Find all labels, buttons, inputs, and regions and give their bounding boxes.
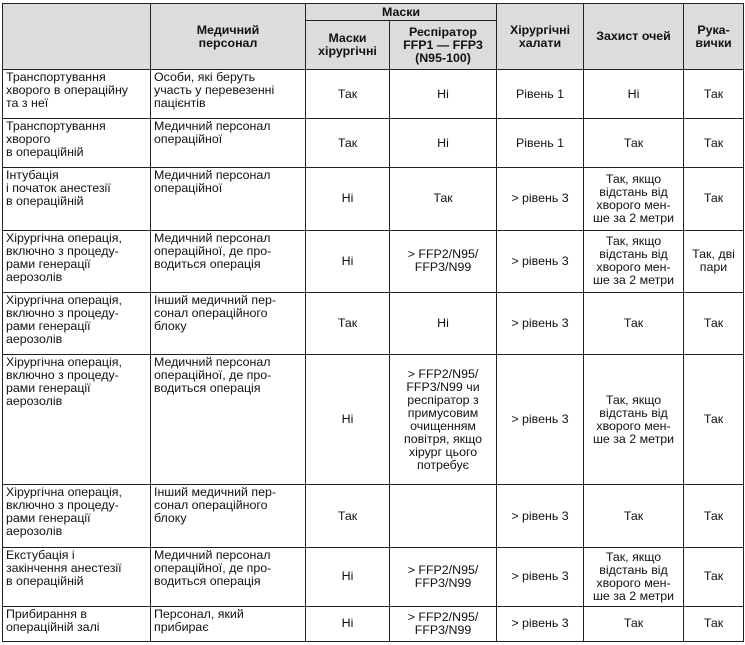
eye-protection-cell: Так — [584, 485, 684, 547]
staff-cell: Інший медичний пер- сонал операційного блоку — [151, 292, 306, 354]
table-row — [3, 70, 744, 119]
surgical-mask-cell: Так — [306, 292, 390, 354]
staff-cell: Інший медичний пер- сонал операційного блоку — [151, 485, 306, 547]
respirator-header: Респіратор FFP1 — FFP3 (N95-100) — [390, 21, 497, 70]
eye-protection-cell: Так — [584, 119, 684, 168]
gloves-cell: Так — [684, 485, 744, 547]
surgical-masks-header: Маски хірургічні — [306, 21, 390, 70]
surgical-mask-cell: Так — [306, 485, 390, 547]
gloves-header: Рука- вички — [684, 4, 744, 70]
eye-protection-header: Захист очей — [584, 4, 684, 70]
procedure-header — [3, 4, 151, 70]
gloves-cell: Так — [684, 292, 744, 354]
staff-cell: Медичний персонал операційної, де про- водиться операція — [151, 354, 306, 484]
procedure-cell: Прибирання в операційній залі — [3, 606, 151, 641]
respirator-cell: > FFP2/N95/ FFP3/N99 чи респіратор з примусовим очищенням повітря, якщо хірург цього потребує — [390, 354, 497, 484]
procedure-cell: Транспортування хворого в операційній — [3, 119, 151, 168]
gown-cell: Рівень 1 — [497, 70, 584, 119]
table-row — [3, 119, 744, 168]
gown-cell: > рівень 3 — [497, 292, 584, 354]
surgical-mask-cell: Ні — [306, 168, 390, 230]
staff-cell: Медичний персонал операційної — [151, 119, 306, 168]
gown-cell: > рівень 3 — [497, 547, 584, 606]
personnel-header: Медичний персонал — [151, 4, 306, 70]
table-row — [3, 606, 744, 641]
ppe-table — [2, 3, 744, 642]
gowns-header: Хірургічні халати — [497, 4, 584, 70]
eye-protection-cell: Так — [584, 606, 684, 641]
procedure-cell: Транспортування хворого в операційну та з неї — [3, 70, 151, 119]
eye-protection-cell: Так, якщо відстань від хворого мен- ше за 2 метри — [584, 354, 684, 484]
gown-cell: > рівень 3 — [497, 485, 584, 547]
procedure-cell: Інтубація і початок анестезії в операційній — [3, 168, 151, 230]
gloves-cell: Так — [684, 606, 744, 641]
gloves-cell: Так — [684, 70, 744, 119]
eye-protection-cell: Так, якщо відстань від хворого мен- ше за 2 метри — [584, 547, 684, 606]
table-row — [3, 547, 744, 606]
table-row — [3, 354, 744, 484]
respirator-cell — [390, 485, 497, 547]
surgical-mask-cell: Так — [306, 70, 390, 119]
surgical-mask-cell: Ні — [306, 547, 390, 606]
respirator-cell: > FFP2/N95/ FFP3/N99 — [390, 547, 497, 606]
respirator-cell: Ні — [390, 292, 497, 354]
table-row — [3, 292, 744, 354]
gloves-cell: Так, дві пари — [684, 230, 744, 292]
surgical-mask-cell: Ні — [306, 606, 390, 641]
eye-protection-cell: Так — [584, 292, 684, 354]
respirator-cell: Ні — [390, 119, 497, 168]
gloves-cell: Так — [684, 354, 744, 484]
table-row — [3, 230, 744, 292]
gown-cell: > рівень 3 — [497, 354, 584, 484]
table-row — [3, 485, 744, 547]
procedure-cell: Хірургічна операція, включно з процеду- рами генерації аерозолів — [3, 230, 151, 292]
gown-cell: > рівень 3 — [497, 168, 584, 230]
gloves-cell: Так — [684, 119, 744, 168]
staff-cell: Персонал, який прибирає — [151, 606, 306, 641]
staff-cell: Особи, які беруть участь у перевезенні пацієнтів — [151, 70, 306, 119]
respirator-cell: Так — [390, 168, 497, 230]
staff-cell: Медичний персонал операційної, де про- водиться операція — [151, 230, 306, 292]
staff-cell: Медичний персонал операційної, де про- водиться операція — [151, 547, 306, 606]
gown-cell: Рівень 1 — [497, 119, 584, 168]
gloves-cell: Так — [684, 168, 744, 230]
gown-cell: > рівень 3 — [497, 606, 584, 641]
eye-protection-cell: Ні — [584, 70, 684, 119]
procedure-cell: Хірургічна операція, включно з процеду- рами генерації аерозолів — [3, 354, 151, 484]
gown-cell: > рівень 3 — [497, 230, 584, 292]
table-row — [3, 168, 744, 230]
surgical-mask-cell: Ні — [306, 354, 390, 484]
procedure-cell: Хірургічна операція, включно з процеду- рами генерації аерозолів — [3, 292, 151, 354]
procedure-cell: Екстубація і закінчення анестезії в операційній — [3, 547, 151, 606]
gloves-cell: Так — [684, 547, 744, 606]
eye-protection-cell: Так, якщо відстань від хворого мен- ше за 2 метри — [584, 168, 684, 230]
surgical-mask-cell: Ні — [306, 230, 390, 292]
eye-protection-cell: Так, якщо відстань від хворого мен- ше за 2 метри — [584, 230, 684, 292]
staff-cell: Медичний персонал операційної — [151, 168, 306, 230]
surgical-mask-cell: Так — [306, 119, 390, 168]
respirator-cell: > FFP2/N95/ FFP3/N99 — [390, 606, 497, 641]
procedure-cell: Хірургічна операція, включно з процеду- рами генерації аерозолів — [3, 485, 151, 547]
masks-header: Маски — [306, 4, 497, 21]
respirator-cell: Ні — [390, 70, 497, 119]
respirator-cell: > FFP2/N95/ FFP3/N99 — [390, 230, 497, 292]
